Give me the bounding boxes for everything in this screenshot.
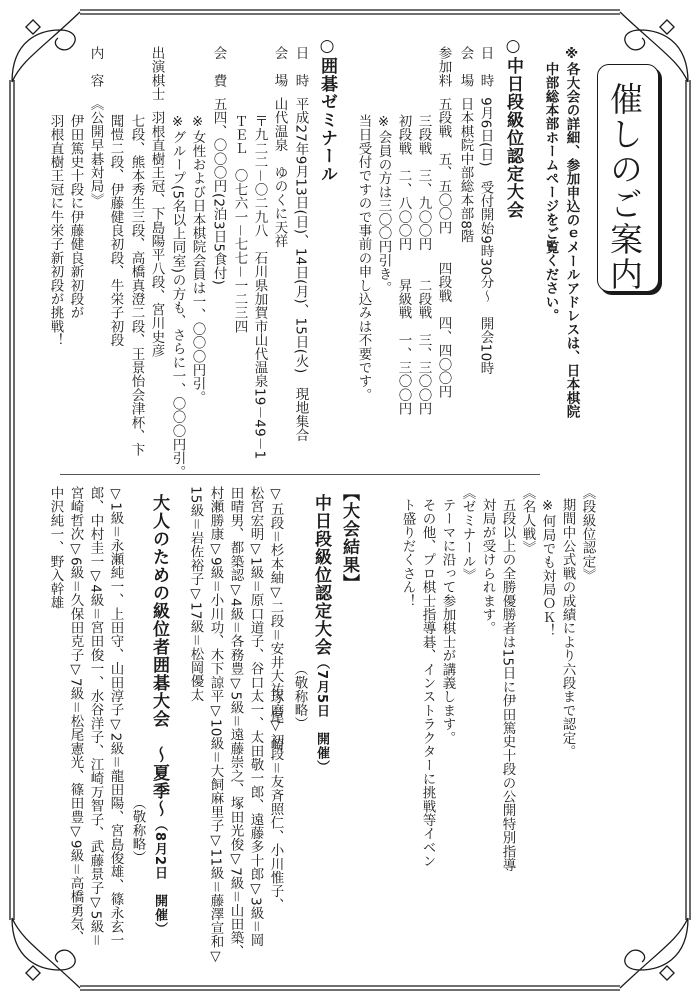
event2-cast-row	[149, 46, 163, 357]
event1-venue-row	[458, 46, 472, 243]
notice-line: ※各大会の詳細、参加申込のｅメールアドレスは、日本棋院	[563, 46, 580, 419]
event2-cast-label: 出演棋士	[148, 46, 165, 101]
results-line: ▽1級＝永瀬純一、上田守、山田淳子▽2級＝龍田陽、宮島俊雄、篠永玄一	[107, 486, 124, 947]
event1-title: ○中日段級位認定大会	[503, 36, 523, 219]
event2-more-line: 《ゼミナール》	[459, 486, 476, 582]
results-tournament2-title	[150, 494, 167, 936]
event2-more-line: 《名人戦》	[519, 486, 536, 555]
event2-venue-row	[272, 46, 286, 248]
results-line: 村瀬勝康▽9級＝小川功、木下諒平▽10級＝大飼麻里子▽11級＝藤澤宣和▽	[207, 486, 224, 965]
event2-date-value: 平成27年9月13日(日)、14日(月)、15日(火) 現地集合	[292, 97, 309, 442]
event2-fee-line: ※女性および日本棋院会員は一、〇〇〇円引。	[189, 114, 206, 405]
results-tournament1-title	[312, 494, 329, 774]
results-line: 田晴男、都築認▽4級＝各務豊▽5級＝遠藤崇之、塚田光俊▽7級＝山田築、	[227, 486, 244, 959]
results-tournament2-name: 大人のための級位者囲碁大会 ～夏季～	[149, 494, 169, 818]
event2-fee-row	[211, 46, 225, 285]
event2-content-line: 《公開早碁対局》	[87, 97, 104, 207]
event1-fee-row	[436, 46, 450, 399]
event2-date-row	[293, 46, 307, 442]
event2-more-line: その他、プロ棋士指導碁、インストラクターに挑戦等イベン	[419, 498, 436, 868]
event1-date-row	[478, 46, 492, 375]
event1-date-label: 日 時	[477, 46, 494, 88]
event2-more-line: テーマに沿って参加棋士が講義します。	[439, 498, 456, 745]
event2-date-label: 日 時	[292, 46, 309, 88]
event1-venue-label: 会 場	[457, 46, 474, 88]
section-divider	[60, 474, 540, 475]
results-tournament1-honorific: （敬称略）	[291, 662, 308, 731]
event2-title: ○囲碁ゼミナール	[317, 36, 337, 183]
event2-more-line: 期間中公式戦の成績により六段まで認定。	[559, 498, 576, 759]
event2-venue-line: ＴＥＬ 〇七六一－七七－一二三四	[231, 114, 248, 334]
event1-fee-line: 三段戦 三、九〇〇円 二段戦 三、三〇〇円	[415, 114, 432, 416]
results-tournament1-name: 中日段級位認定大会	[311, 494, 331, 656]
results-tournament2-honorific: （敬称略）	[129, 796, 146, 865]
event1-fee-note: 当日受付ですので事前の申し込みは不要です。	[355, 114, 372, 402]
event2-venue-line: 〒九二二－〇二九八 石川県加賀市山代温泉19－49－1	[251, 114, 268, 460]
event1-fee-line: 五段戦 五、五〇〇円 四段戦 四、四〇〇円	[435, 97, 452, 399]
event2-fee-line: ※グループ(5名以上同室)の方も、さらに一、〇〇〇円引。	[169, 114, 186, 479]
event1-fee-note: ※会員の方は三〇〇円引き。	[375, 114, 392, 295]
event1-fee-line: 初段戦 二、八〇〇円 昇級戦 一、三〇〇円	[395, 114, 412, 416]
page-title: 催しのご案内	[605, 82, 644, 292]
event2-content-line: 羽根直樹王冠に牛栄子新初段が挑戦！	[47, 114, 64, 347]
event2-more-line: ト盛りだくさん！	[399, 498, 416, 608]
event2-venue-label: 会 場	[271, 46, 288, 88]
results-line: 中沢純一、野入幹雄	[47, 486, 64, 610]
results-line: 郎、中村圭一▽4級＝宮田俊一、水谷洋子、江崎万智子、武藤景子▽5級＝	[87, 486, 104, 947]
results-line: 15級＝岩佐裕子▽17級＝松岡優太	[187, 486, 204, 702]
results-line: 宮崎哲次▽6級＝久保田克子▽7級＝松尾憲光、篠田豊▽9級＝高橋勇気、	[67, 486, 84, 945]
event2-more-line: 五段以上の全勝優勝者は15日に伊田篤史十段の公開特別指導	[499, 498, 516, 872]
event2-more-line: 対局が受けられます。	[479, 498, 496, 635]
event2-fee-line: 五四、〇〇〇円(2泊3日5食付)	[210, 97, 227, 286]
event2-more-line: ※何局でも対局ＯＫ！	[539, 498, 556, 638]
event1-venue-value: 日本棋院中部総本部8階	[457, 97, 474, 243]
results-line: 松宮宏明▽1級＝原口道子、谷口太一、太田敬一郎、遠藤多十郎▽3級＝岡	[247, 486, 264, 947]
event2-cast-line: 羽根直樹王冠、下島陽平八段、宮川史彦	[148, 110, 165, 358]
results-tournament2-date: （8月2日 開催）	[152, 818, 167, 937]
notice-line: 中部総本部ホームページをご覧ください。	[542, 62, 559, 323]
event2-venue-line: 山代温泉 ゆのくに天祥	[271, 97, 288, 248]
event1-date-value: 9月6日(日) 受付開始9時30分～ 開会10時	[477, 97, 494, 376]
event2-cast-line: 聞愷二段、伊藤健良初段、牛栄子初段	[107, 114, 124, 347]
event2-more-line: 《段級位認定》	[579, 486, 596, 582]
event2-fee-label: 会 費	[210, 46, 227, 88]
results-line: ▽五段＝杉本紬▽二段＝安井大祐、尾 崎	[267, 486, 284, 752]
event2-cast-line: 七段、熊本秀生三段、高橋真澄二段、王景怡会津杯、卞	[128, 114, 145, 457]
event1-fee-label: 参加料	[435, 46, 452, 88]
results-heading: 【大会結果】	[339, 484, 359, 592]
event2-content-row	[88, 46, 102, 207]
results-line: 琢磨▽初段＝友斉照仁、小川惟子、	[267, 690, 284, 912]
results-tournament1-date: （7月5日 開催）	[314, 656, 329, 775]
event2-content-label: 内 容	[87, 46, 104, 88]
event2-content-line: 伊田篤史十段に伊藤健良新初段が	[67, 114, 84, 320]
